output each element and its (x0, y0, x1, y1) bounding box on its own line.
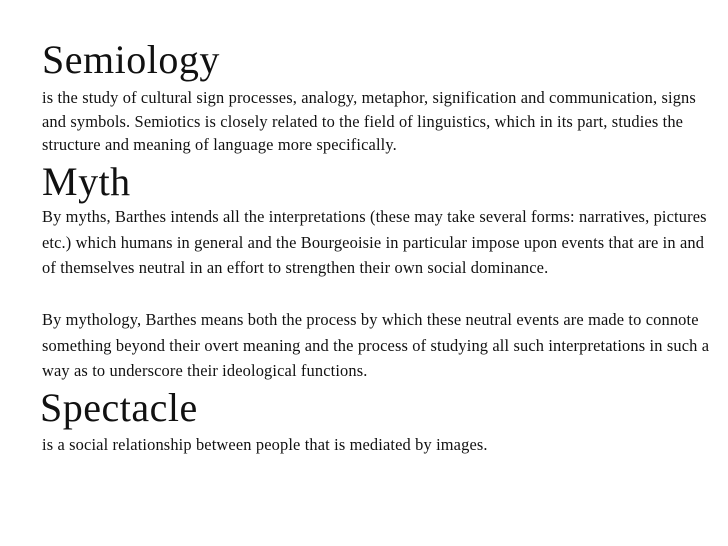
spectacle-heading: Spectacle (40, 385, 198, 430)
mythology-definition: By mythology, Barthes means both the process by which these neutral events are made to connote something beyond their overt meaning and the process of studying all such interpretations in such a way as to underscore their ideological functions. (42, 310, 710, 380)
myth-definition: By myths, Barthes intends all the interpretations (these may take several forms: narratives, pictures etc.) which humans in general and the Bourgeoisie in particular impose upon events that are in and of themselves neutral in an effort to strengthen their own social dominance. (42, 207, 707, 277)
spectacle-definition: is a social relationship between people that is mediated by images. (42, 435, 488, 454)
myth-heading: Myth (42, 159, 131, 204)
semiology-definition: is the study of cultural sign processes, analogy, metaphor, signification and communication, signs and symbols. Semiotics is closely related to the field of linguistics, which in its part, studies the structure and meaning of language more specifically. (42, 88, 696, 154)
semiology-heading: Semiology (42, 37, 220, 82)
